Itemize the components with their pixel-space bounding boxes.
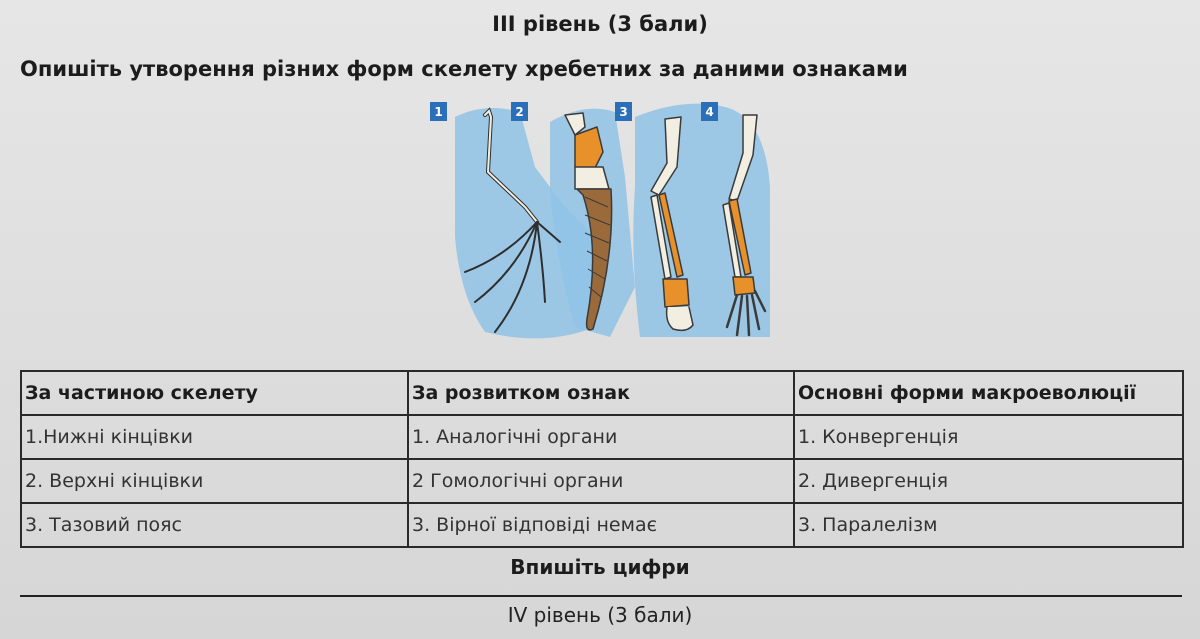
limb-skeletons-figure: [425, 97, 780, 345]
svg-text:2: 2: [515, 105, 524, 119]
table-cell: 3. Тазовий пояс: [21, 503, 408, 547]
table-row: [21, 503, 1183, 547]
table-cell: 2. Верхні кінцівки: [21, 459, 408, 503]
figure-label-3: [615, 102, 632, 121]
answer-table: [20, 370, 1184, 548]
task-text: Опишіть утворення різних форм скелету хребетних за даними ознаками: [20, 57, 908, 81]
svg-text:1: 1: [434, 105, 443, 119]
table-header: Основні форми макроеволюції: [794, 371, 1183, 415]
instruction-text: Впишіть цифри: [510, 555, 690, 579]
table-cell: 1. Аналогічні органи: [408, 415, 794, 459]
svg-text:3: 3: [619, 105, 628, 119]
table-cell: 1.Нижні кінцівки: [21, 415, 408, 459]
table-cell: 2 Гомологічні органи: [408, 459, 794, 503]
table-header: За частиною скелету: [21, 371, 408, 415]
table-header: За розвитком ознак: [408, 371, 794, 415]
table-header-row: [21, 371, 1183, 415]
figure-label-1: [430, 102, 447, 121]
next-level-title: IV рівень (3 бали): [507, 603, 693, 627]
table-cell: 3. Вірної відповіді немає: [408, 503, 794, 547]
table-cell: 2. Дивергенція: [794, 459, 1183, 503]
table-cell: 3. Паралелізм: [794, 503, 1183, 547]
level-title: III рівень (3 бали): [492, 12, 708, 36]
figure-label-2: [511, 102, 528, 121]
section-divider: [20, 595, 1182, 597]
table-row: [21, 415, 1183, 459]
table-cell: 1. Конвергенція: [794, 415, 1183, 459]
table-row: [21, 459, 1183, 503]
svg-text:4: 4: [705, 105, 714, 119]
figure-label-4: [701, 102, 718, 121]
